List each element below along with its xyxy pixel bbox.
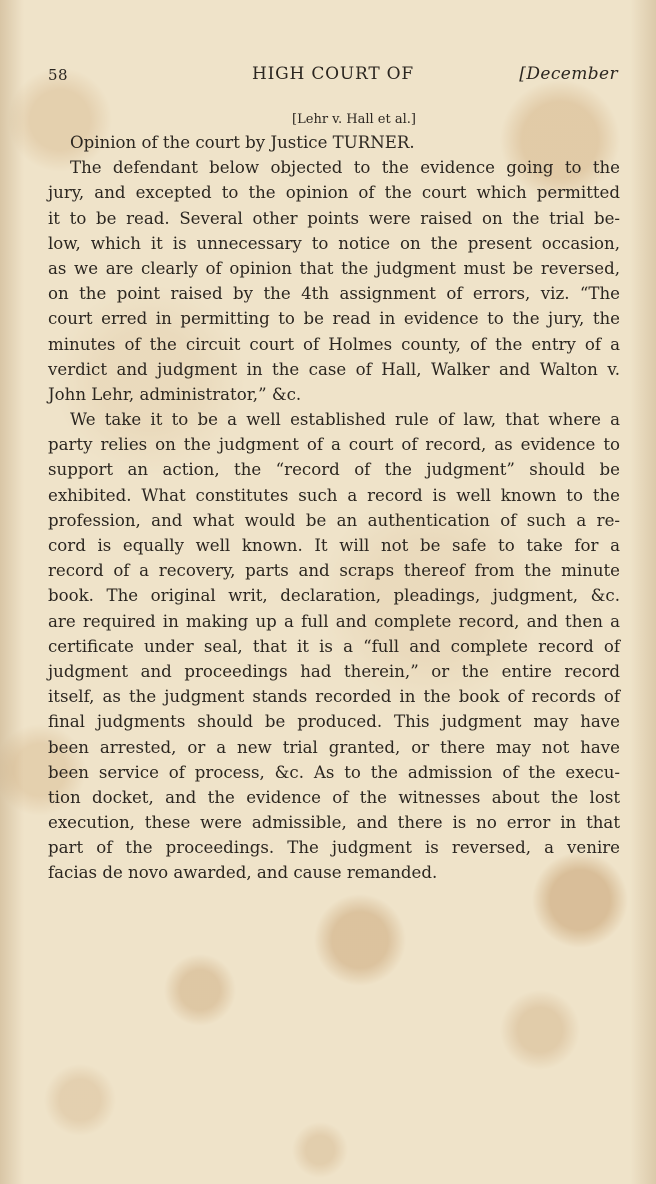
text-line: court erred in permitting to be read in evidence to the jury, the [48, 309, 620, 329]
text-line: We take it to be a well established rule of law, that where a [70, 410, 620, 430]
text-line: jury, and excepted to the opinion of the court which permitted [48, 183, 620, 203]
text-line: John Lehr, administrator,” &c. [48, 384, 302, 404]
case-caption: [Lehr v. Hall et al.] [292, 112, 416, 127]
text-line: book. The original writ, declaration, pleadings, judgment, &c. [48, 586, 620, 606]
text-line: it to be read. Several other points were raised on the trial be- [48, 208, 620, 228]
text-line: tion docket, and the evidence of the witnesses about the lost [48, 787, 620, 807]
text-line: support an action, the “record of the judgment” should be [48, 460, 620, 480]
header-month: [December [519, 64, 618, 84]
text-line: on the point raised by the 4th assignment of errors, viz. “The [48, 284, 620, 304]
text-line: judgment and proceedings had therein,” or the entire record [48, 661, 620, 681]
text-line: The defendant below objected to the evidence going to the [70, 158, 620, 178]
text-line: cord is equally well known. It will not be safe to take for a [48, 536, 620, 555]
text-line: execution, these were admissible, and there is no error in that [48, 813, 620, 833]
text-line: record of a recovery, parts and scraps thereof from the minute [48, 561, 620, 581]
page-number: 58 [48, 66, 68, 84]
text-line: part of the proceedings. The judgment is reversed, a venire [48, 838, 620, 858]
opinion-text [48, 130, 620, 886]
text-line: exhibited. What constitutes such a record is well known to the [48, 485, 620, 505]
text-line: minutes of the circuit court of Holmes county, of the entry of a [48, 334, 620, 354]
text-line: verdict and judgment in the case of Hall, Walker and Walton v. [48, 359, 620, 379]
text-line: party relies on the judgment of a court of record, as evidence to [48, 435, 620, 455]
text-line: as we are clearly of opinion that the judgment must be reversed, [48, 258, 620, 278]
text-line: certificate under seal, that it is a “full and complete record of [48, 636, 620, 656]
text-line: low, which it is unnecessary to notice on the present occasion, [48, 233, 620, 253]
text-line: profession, and what would be an authentication of such a re- [48, 510, 620, 530]
text-line: been arrested, or a new trial granted, or there may not have [48, 737, 620, 757]
text-line: are required in making up a full and complete record, and then a [48, 611, 620, 631]
text-line: Opinion of the court by Justice TURNER. [70, 133, 415, 152]
text-line: facias de novo awarded, and cause remanded. [48, 863, 438, 883]
text-line: itself, as the judgment stands recorded in the book of records of [48, 687, 620, 707]
text-line: final judgments should be produced. This judgment may have [48, 712, 620, 732]
header-title: HIGH COURT OF [252, 64, 414, 84]
running-header [48, 62, 618, 92]
text-line: been service of process, &c. As to the admission of the execu- [48, 762, 620, 782]
